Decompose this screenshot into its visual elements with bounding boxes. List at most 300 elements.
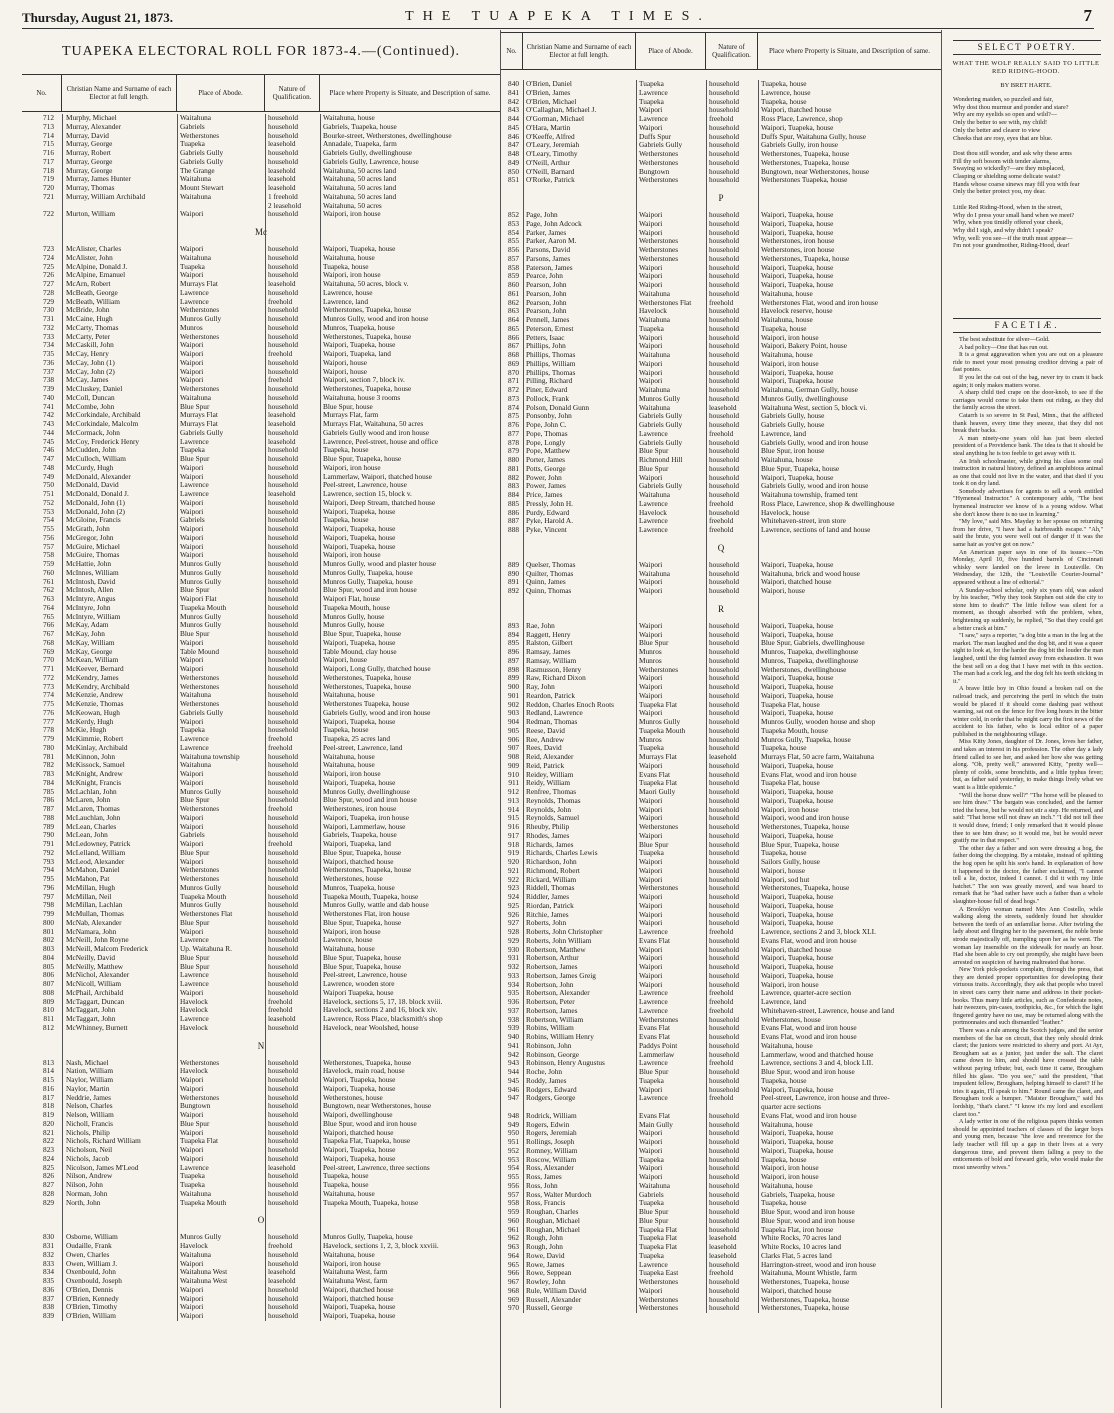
elector-name: McCoy, Frederick Henry	[66, 437, 140, 446]
elector-name: McMahon, Daniel	[66, 866, 120, 875]
place-of-abode: Waipori	[639, 709, 663, 718]
property-description: Gabriels Gully, house	[761, 421, 825, 429]
place-of-abode: Lawrence	[639, 928, 668, 936]
table-row	[22, 726, 500, 735]
property-description: Waitahuna West, farm	[323, 1277, 388, 1285]
property-description: Wetherstones, dwellinghouse	[761, 665, 847, 674]
table-row	[501, 176, 941, 185]
elector-name: McMillan, Hugh	[66, 883, 116, 892]
place-of-abode: Havelock	[180, 1242, 208, 1250]
place-of-abode: Lawrence	[180, 936, 209, 945]
place-of-abode: The Grange	[180, 166, 215, 175]
elector-name: O'Brien, Michael	[526, 97, 577, 106]
elector-number: 922	[508, 875, 519, 884]
elector-name: McDonald, John (1)	[66, 498, 125, 507]
place-of-abode: Tuapeka	[639, 1199, 664, 1208]
elector-name: Roughan, Michael	[526, 1216, 580, 1225]
table-row	[22, 691, 500, 700]
elector-number: 905	[508, 726, 519, 735]
elector-number: 806	[43, 971, 54, 980]
qualification: household	[268, 673, 298, 682]
place-of-abode: Waipori	[639, 473, 663, 482]
table-row	[501, 1068, 941, 1077]
qualification: household	[268, 962, 298, 971]
place-of-abode: Waipori	[639, 761, 663, 770]
qualification: 1 freehold	[268, 192, 298, 201]
qualification: leasehold	[709, 1251, 737, 1260]
qualification: household	[268, 1093, 298, 1102]
elector-name: Robinson, Henry Augustus	[526, 1059, 605, 1068]
place-of-abode: Waipori	[180, 778, 204, 787]
elector-number: 933	[508, 971, 519, 980]
elector-number: 923	[508, 884, 519, 893]
table-row	[501, 1112, 941, 1121]
place-of-abode: Tuapeka Mouth	[180, 892, 227, 901]
property-description: Waitahuna, house	[323, 1250, 375, 1259]
property-description: Waipori, sod hut	[761, 875, 810, 884]
table-row	[22, 674, 500, 683]
table-row	[22, 963, 500, 972]
qualification: household	[709, 796, 739, 805]
place-of-abode: Waipori	[180, 1303, 204, 1312]
table-row	[22, 613, 500, 622]
elector-name: Murray, James Hunter	[66, 175, 131, 184]
elector-name: Murton, William	[66, 210, 116, 219]
table-row	[501, 928, 941, 937]
facetiae-paragraph: "My love," said Mrs. Mayday to her spouse on returning from her drive, "I have had a hairbreadth escape." "Ah," said the brute, you were well out of danger if it was the same hair as you've got on now."	[953, 518, 1103, 549]
place-of-abode: Waipori	[180, 638, 204, 647]
elector-name: Rowley, John	[526, 1278, 566, 1286]
table-row	[501, 500, 941, 509]
table-row	[22, 184, 500, 193]
qualification: household	[709, 1015, 739, 1024]
place-of-abode: Gabriels Gully	[180, 149, 224, 157]
qualification: household	[709, 971, 739, 980]
place-of-abode: Lawrence	[639, 1260, 668, 1269]
qualification: household	[709, 639, 739, 648]
property-description: Gabriels, Tuapeka, house	[761, 1190, 835, 1199]
elector-name: McCay, Henry	[66, 350, 109, 358]
place-of-abode: Waipori	[639, 814, 663, 823]
table-row	[501, 814, 941, 823]
table-row	[22, 403, 500, 412]
place-of-abode: Lawrence	[639, 429, 668, 438]
table-row	[22, 140, 500, 149]
qualification: household	[709, 150, 739, 158]
elector-number: 742	[43, 411, 54, 420]
table-row	[22, 508, 500, 517]
elector-number: 793	[43, 857, 54, 866]
property-description: Tuapeka, house	[323, 726, 369, 735]
table-row	[22, 438, 500, 447]
property-description: Tuapeka Flat, house	[761, 700, 820, 709]
qualification: household	[268, 1119, 298, 1128]
property-description: Waipori, Tuapeka, house	[761, 1138, 834, 1146]
elector-name: McNeilly, David	[66, 953, 115, 962]
elector-number: 809	[43, 997, 54, 1006]
qualification: household	[268, 498, 298, 507]
place-of-abode: Lawrence	[180, 297, 209, 306]
place-of-abode: Munros Gully	[639, 718, 681, 726]
qualification: household	[709, 158, 739, 167]
qualification: household	[709, 560, 739, 569]
place-of-abode: Blue Spur	[639, 639, 669, 648]
table-row	[22, 1085, 500, 1094]
qualification: household	[268, 603, 298, 612]
property-description: Wetherstones Tuapeka, house	[323, 700, 410, 708]
qualification: household	[268, 1259, 298, 1268]
property-description: Tuapeka, house	[761, 324, 807, 333]
table-row	[501, 412, 941, 421]
table-row	[22, 1129, 500, 1138]
elector-number: 749	[43, 472, 54, 481]
facetiae-paragraph: A bad policy—One that has run out.	[959, 343, 1049, 351]
table-row	[22, 971, 500, 980]
property-description: Tuapeka Flat, iron house	[761, 1225, 834, 1234]
place-of-abode: Munros Gully	[180, 1233, 222, 1242]
elector-number: 846	[508, 132, 519, 141]
elector-name: Pope, John C.	[526, 421, 567, 429]
property-description: Evans Flat, wood and iron house	[761, 1033, 857, 1041]
table-row	[501, 491, 941, 500]
elector-number: 924	[508, 893, 519, 901]
qualification: household	[709, 954, 739, 963]
place-of-abode: Wetherstones	[639, 158, 679, 167]
qualification: household	[268, 323, 298, 332]
place-of-abode: Munros Gully	[180, 568, 222, 577]
place-of-abode: Gabriels Gully	[180, 157, 224, 166]
place-of-abode: Waipori	[639, 211, 663, 219]
elector-name: Nash, Michael	[66, 1058, 109, 1067]
place-of-abode: Blue Spur	[180, 402, 210, 411]
place-of-abode: Tuapeka	[639, 744, 664, 753]
place-of-abode: Waitahuna	[639, 403, 671, 412]
elector-number: 945	[508, 1076, 519, 1085]
elector-name: Quinn, James	[526, 578, 566, 587]
place-of-abode: Havelock	[180, 1067, 208, 1076]
qualification: household	[268, 1303, 298, 1312]
qualification: household	[268, 149, 298, 157]
qualification: household	[268, 1312, 298, 1320]
property-description: Gabriels, Tuapeka, house	[323, 831, 397, 840]
qualification: household	[709, 1085, 739, 1094]
elector-name: Pearson, John	[526, 298, 567, 307]
qualification: household	[268, 848, 298, 857]
elector-name: Roberts, John William	[526, 936, 592, 945]
place-of-abode: Waipori	[639, 1164, 663, 1173]
elector-name: Rasmusson, Henry	[526, 665, 582, 674]
qualification: household	[709, 412, 739, 421]
elector-number: 872	[508, 386, 519, 394]
elector-name: Reynolds, Thomas	[526, 796, 581, 805]
qualification: household	[709, 1286, 739, 1295]
elector-name: Richardson, John	[526, 858, 577, 866]
property-description: Blue Spur, house	[323, 402, 373, 411]
property-description: Waitahuna township, framed tent	[761, 491, 858, 499]
property-description: Waipori, iron house	[323, 927, 381, 936]
elector-number: 953	[508, 1155, 519, 1164]
elector-number: 927	[508, 919, 519, 928]
elector-number: 841	[508, 88, 519, 97]
table-row	[501, 701, 941, 710]
qualification: household	[709, 648, 739, 656]
elector-name: McCarty, Peter	[66, 332, 111, 341]
table-row	[501, 788, 941, 797]
qualification: household	[268, 315, 298, 323]
facetiae-paragraph: There was a rule among the Scotch judges, and the senior members of the bar on circuit, that they only should drink claret; the juniors were restricted to sherry and port. At Ayr, Brougham sat as a junior, just under the salt. The claret came down to him, and should have crossed the table without paying tribute; but, each time it came, Brougham filled his glass. "Do you see," said the president, "that impudent fellow, Brougham, helping himself to claret? If he tries it again, I'll speak to him." Round came the claret, and Brougham took a bumper. "Maister Brougham," said his lordship, "that's claret." "I know it's my lord and excellent claret too."	[953, 1027, 1103, 1118]
qualification: household	[268, 271, 298, 280]
elector-name: McKissock, Samuel	[66, 761, 125, 770]
elector-number: 828	[43, 1189, 54, 1198]
elector-name: McKean, William	[66, 656, 119, 665]
qualification: household	[268, 927, 298, 936]
place-of-abode: Waipori	[180, 498, 204, 507]
place-of-abode: Wetherstones	[639, 1304, 679, 1313]
place-of-abode: Tuapeka Mouth	[639, 726, 686, 735]
table-row	[22, 516, 500, 525]
table-row	[501, 115, 941, 124]
table-row	[501, 631, 941, 640]
section-letter: R	[717, 603, 724, 614]
property-description: Munros Gully, Tuapeka, house	[323, 568, 413, 577]
qualification: household	[268, 1137, 298, 1146]
elector-number: 796	[43, 883, 54, 892]
elector-number: 803	[43, 945, 54, 953]
property-description: Lawrence, sections of land and house	[761, 526, 871, 534]
qualification: leasehold	[268, 175, 296, 184]
section-letter: N	[257, 1040, 265, 1051]
place-of-abode: Wetherstones	[180, 385, 220, 393]
table-row	[501, 1164, 941, 1173]
elector-number: 766	[43, 621, 54, 630]
place-of-abode: Waipori	[180, 1128, 204, 1137]
property-description: Waipori, iron house	[761, 359, 819, 368]
table-row	[22, 385, 500, 394]
table-row	[22, 1181, 500, 1190]
elector-name: McCormack, John	[66, 428, 120, 437]
electoral-roll-column-2	[501, 30, 942, 1408]
qualification: household	[709, 211, 739, 219]
table-row	[501, 1147, 941, 1156]
elector-number: 767	[43, 630, 54, 638]
roll-rows-1	[22, 114, 500, 1321]
property-description: Wetherstones, Tuapeka, house	[323, 1058, 412, 1067]
table-row	[22, 1295, 500, 1304]
qualification: household	[268, 1084, 298, 1093]
qualification: leasehold	[268, 1015, 296, 1023]
table-row	[22, 289, 500, 298]
elector-number: 868	[508, 351, 519, 359]
facetiae-paragraph: New York pick-pockets complain, through the press, that they are denied proper opportunities for developing their virtuous traits. Accordingly, they ask that people who travel in street cars carry their name and address in their pocket-books. Thus many little articles, such as Confederate notes, hair tweezers, pin-cases, toothpicks, &c., for which the light fingered gentry have no use, may be returned along with the portmonnaies and such dismantled "leather."	[953, 966, 1103, 1027]
property-description: Waitahuna, house	[323, 691, 375, 700]
elector-number: 871	[508, 377, 519, 386]
place-of-abode: Lawrence	[180, 743, 209, 752]
property-description: Blue Spur, Tuapeka, house	[323, 962, 402, 971]
elector-name: Nichols, Jacob	[66, 1154, 109, 1163]
property-description: Waipori Flat, house	[323, 595, 381, 603]
elector-name: Richards, Charles Lewis	[526, 849, 598, 858]
table-row	[22, 543, 500, 552]
qualification: household	[709, 726, 739, 735]
property-description: Waipori, thatched house	[761, 106, 832, 115]
elector-name: McGuire, Thomas	[66, 551, 120, 560]
table-row	[501, 989, 941, 998]
qualification: freehold	[709, 499, 734, 508]
qualification: household	[709, 840, 739, 849]
table-row	[501, 281, 941, 290]
property-description: Waitahuna, house	[323, 1189, 375, 1198]
elector-number: 783	[43, 770, 54, 778]
property-description: Tuapeka, house	[761, 1076, 807, 1085]
table-row	[501, 439, 941, 448]
qualification: household	[268, 157, 298, 166]
place-of-abode: Waipori	[639, 1129, 663, 1138]
property-description: Havelock, house	[761, 508, 810, 517]
property-description: Waipori, thatched house	[323, 1294, 394, 1303]
table-row	[501, 709, 941, 718]
elector-number: 957	[508, 1190, 519, 1199]
qualification: household	[709, 1208, 739, 1216]
facetiae-paragraph: "Will the horse draw well?" "The horse will be pleased to see him draw." The bargain was concluded, and the farmer tried the horse, but he would not stir a step. He returned, and said: "That horse will not draw an inch." "I did not tell thee it would draw, friend; I only remarked that it would please thee to see him draw; so it would me, but he would never gratify me in that respect."	[953, 791, 1103, 845]
table-row	[501, 674, 941, 683]
qualification: household	[709, 141, 739, 150]
elector-number: 819	[43, 1111, 54, 1119]
elector-number: 930	[508, 945, 519, 954]
place-of-abode: Blue Spur	[180, 848, 210, 857]
elector-name: Redman, Thomas	[526, 718, 578, 726]
elector-number: 850	[508, 167, 519, 176]
place-of-abode: Lawrence	[180, 971, 209, 980]
elector-number: 720	[43, 184, 54, 192]
table-row	[501, 1243, 941, 1252]
property-description: Blue Spur, Tuapeka, house	[323, 455, 402, 463]
place-of-abode: Lawrence	[639, 88, 668, 97]
place-of-abode: Tuapeka Flat	[639, 700, 678, 709]
table-row	[22, 1172, 500, 1181]
elector-number: 967	[508, 1278, 519, 1286]
qualification: household	[268, 866, 298, 875]
place-of-abode: Munros	[180, 323, 203, 332]
property-description: Wetherstones, Tuapeka, house	[323, 682, 412, 691]
property-description: Blue Spur, iron house	[761, 447, 825, 456]
place-of-abode: Evans Flat	[639, 1024, 671, 1033]
place-of-abode: Tuapeka	[639, 849, 664, 858]
qualification: household	[709, 368, 739, 377]
table-row	[501, 762, 941, 771]
elector-name: McDonald, Alexander	[66, 472, 131, 481]
table-row	[22, 446, 500, 455]
qualification: household	[709, 447, 739, 456]
elector-number: 740	[43, 393, 54, 402]
qualification: household	[709, 1164, 739, 1173]
table-row	[22, 779, 500, 788]
qualification: household	[268, 945, 298, 953]
property-description: Waipori, iron house	[323, 463, 381, 472]
qualification: household	[709, 674, 739, 683]
elector-name: Roughan, Michael	[526, 1225, 580, 1234]
property-description: Evans Flat, wood and iron house	[761, 1024, 857, 1033]
elector-number: 944	[508, 1068, 519, 1076]
place-of-abode: Waipori	[639, 333, 663, 342]
qualification: leasehold	[268, 140, 296, 149]
qualification: household	[268, 953, 298, 962]
table-row	[22, 884, 500, 893]
elector-number: 815	[43, 1076, 54, 1084]
elector-name: Owen, William J.	[66, 1259, 118, 1268]
elector-name: McKinlay, Archibald	[66, 743, 128, 752]
place-of-abode: Waitahuna	[180, 175, 212, 184]
table-row	[501, 753, 941, 762]
table-row	[501, 421, 941, 430]
property-description: Havelock reserve, house	[761, 307, 833, 316]
property-description: Lawrence, sections 3 and 4, block LII.	[761, 1059, 874, 1068]
property-description: Waitahuna, house 3 rooms	[323, 393, 401, 402]
elector-number: 805	[43, 962, 54, 971]
qualification: household	[268, 1067, 298, 1076]
elector-name: Rough, John	[526, 1243, 563, 1251]
table-row	[501, 1296, 941, 1305]
elector-name: Peterson, Ernest	[526, 324, 574, 333]
property-description: Waipori, Tuapeka, house	[761, 272, 834, 281]
place-of-abode: Blue Spur	[180, 630, 210, 638]
table-row	[501, 1287, 941, 1296]
property-description: Waipori, Tuapeka, house	[761, 954, 834, 963]
qualification: household	[268, 525, 298, 533]
qualification: household	[268, 813, 298, 822]
table-row	[501, 587, 941, 596]
place-of-abode: Blue Spur	[639, 840, 669, 849]
place-of-abode: Lawrence	[180, 735, 209, 743]
property-description: Whitehaven-street, iron store	[761, 517, 846, 526]
elector-name: Price, James	[526, 491, 563, 499]
property-description: Blue Spur, wood and iron house	[323, 796, 417, 805]
elector-name: Quinn, Thomas	[526, 587, 572, 595]
qualification: leasehold	[709, 753, 737, 761]
elector-number: 832	[43, 1250, 54, 1259]
property-description: Waitahuna, 50 acres	[323, 201, 382, 210]
property-description: Tuapeka, house	[761, 849, 807, 858]
elector-name: Ree, Andrew	[526, 735, 565, 744]
qualification: household	[709, 587, 739, 595]
property-description: Waipori, house	[323, 367, 367, 376]
table-row	[501, 858, 941, 867]
qualification: household	[268, 455, 298, 463]
property-description: Waitahuna, house	[761, 1120, 813, 1129]
place-of-abode: Tuapeka	[639, 1251, 664, 1260]
place-of-abode: Gabriels Gully	[639, 438, 683, 447]
qualification: household	[268, 1102, 298, 1111]
header-name: Christian Name and Surname of each Elector at full length.	[523, 33, 636, 69]
qualification: household	[268, 1154, 298, 1163]
property-description: Sailors Gully, house	[761, 858, 820, 866]
table-row	[501, 89, 941, 98]
property-description: Munros, Tuapeka, dwellinghouse	[761, 656, 859, 665]
table-row	[501, 981, 941, 990]
elector-name: Ponsonby, John	[526, 412, 572, 421]
elector-number: 799	[43, 910, 54, 918]
elector-number: 856	[508, 246, 519, 254]
elector-number: 800	[43, 918, 54, 927]
property-description: Blue Spur, Tuapeka, house	[761, 840, 840, 849]
elector-number: 963	[508, 1243, 519, 1251]
place-of-abode: Waipori	[180, 210, 204, 219]
table-row	[501, 1129, 941, 1138]
elector-number: 714	[43, 131, 54, 140]
property-description: Blue Spur, wood and iron house	[761, 1216, 855, 1225]
place-of-abode: Murrays Flat	[180, 280, 218, 288]
elector-name: McKay, Adam	[66, 621, 109, 630]
elector-name: Robertson, Peter	[526, 998, 575, 1006]
